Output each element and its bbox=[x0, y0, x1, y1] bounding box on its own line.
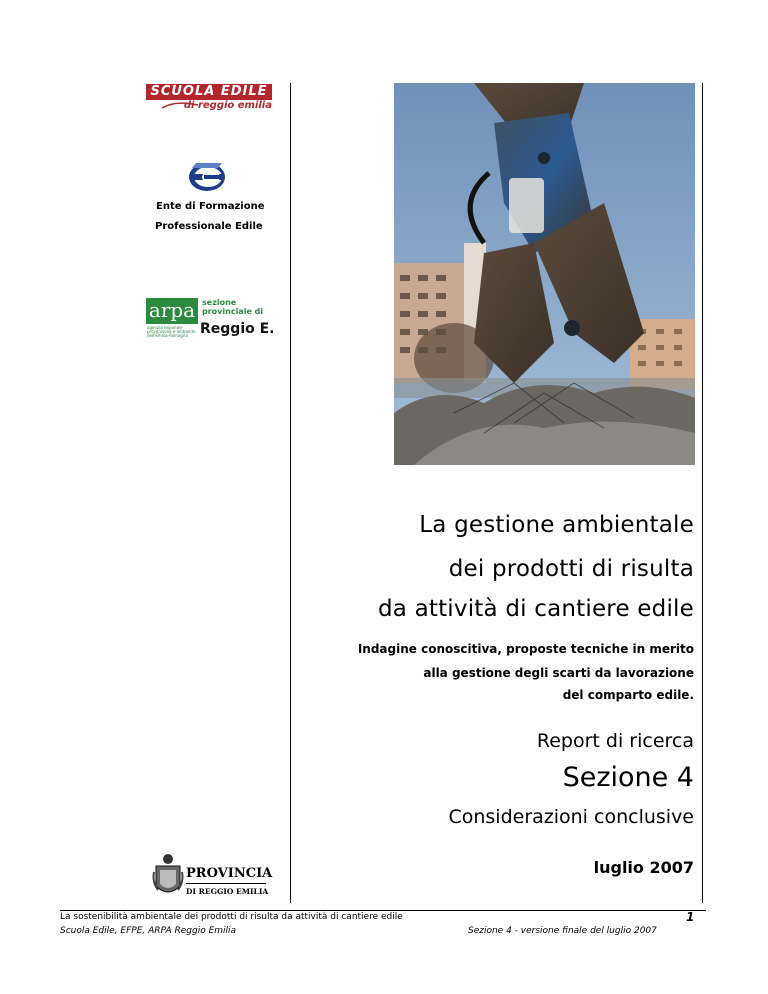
arpa-logo-small-text: agenzia regionale prevenzione e ambiente dell'Emilia-Romagna bbox=[147, 325, 196, 338]
arpa-logo bbox=[146, 298, 276, 340]
footer-version: Sezione 4 - versione finale del luglio 2007 bbox=[468, 926, 657, 936]
scuola-edile-logo bbox=[146, 84, 272, 112]
footer-authors: Scuola Edile, EFPE, ARPA Reggio Emilia bbox=[60, 926, 237, 936]
arpa-logo-sezione bbox=[202, 298, 263, 316]
demolition-photo bbox=[394, 83, 695, 465]
arpa-sezione-line1: sezione bbox=[202, 298, 237, 307]
efpe-caption-line2: Professionale Edile bbox=[155, 221, 263, 232]
scuola-edile-logo-sub: di reggio emilia bbox=[183, 100, 272, 111]
page-number: 1 bbox=[686, 910, 695, 924]
footer-divider bbox=[60, 910, 706, 911]
report-label: Report di ricerca bbox=[536, 730, 694, 752]
title-line2: dei prodotti di risulta bbox=[448, 556, 694, 582]
title-line3: da attività di cantiere edile bbox=[377, 596, 694, 622]
efpe-caption-line1: Ente di Formazione bbox=[156, 201, 265, 212]
subtitle-line2: alla gestione degli scarti da lavorazione bbox=[423, 666, 694, 680]
arpa-logo-reggio: Reggio E. bbox=[200, 321, 275, 337]
coat-of-arms-icon bbox=[152, 852, 184, 900]
subtitle-line3: del comparto edile. bbox=[562, 688, 694, 702]
provincia-logo-name: PROVINCIA bbox=[186, 866, 273, 881]
arpa-logo-name: arpa bbox=[146, 298, 198, 324]
title-line1: La gestione ambientale bbox=[419, 512, 694, 538]
right-column-divider bbox=[702, 83, 703, 903]
scuola-edile-logo-text: SCUOLA EDILE bbox=[146, 84, 272, 100]
footer-title: La sostenibilità ambientale dei prodotti di risulta da attività di cantiere edile bbox=[60, 912, 403, 922]
efpe-logo bbox=[186, 160, 228, 194]
subtitle-line1: Indagine conoscitiva, proposte tecniche in merito bbox=[357, 642, 694, 656]
publication-date: luglio 2007 bbox=[593, 858, 694, 877]
provincia-logo bbox=[152, 852, 273, 902]
provincia-logo-sub: DI REGGIO EMILIA bbox=[186, 887, 269, 896]
section-subtitle: Considerazioni conclusive bbox=[448, 806, 694, 828]
section-title: Sezione 4 bbox=[562, 762, 694, 793]
provincia-logo-rule bbox=[186, 883, 266, 884]
arpa-sezione-line2: provinciale di bbox=[202, 307, 264, 316]
